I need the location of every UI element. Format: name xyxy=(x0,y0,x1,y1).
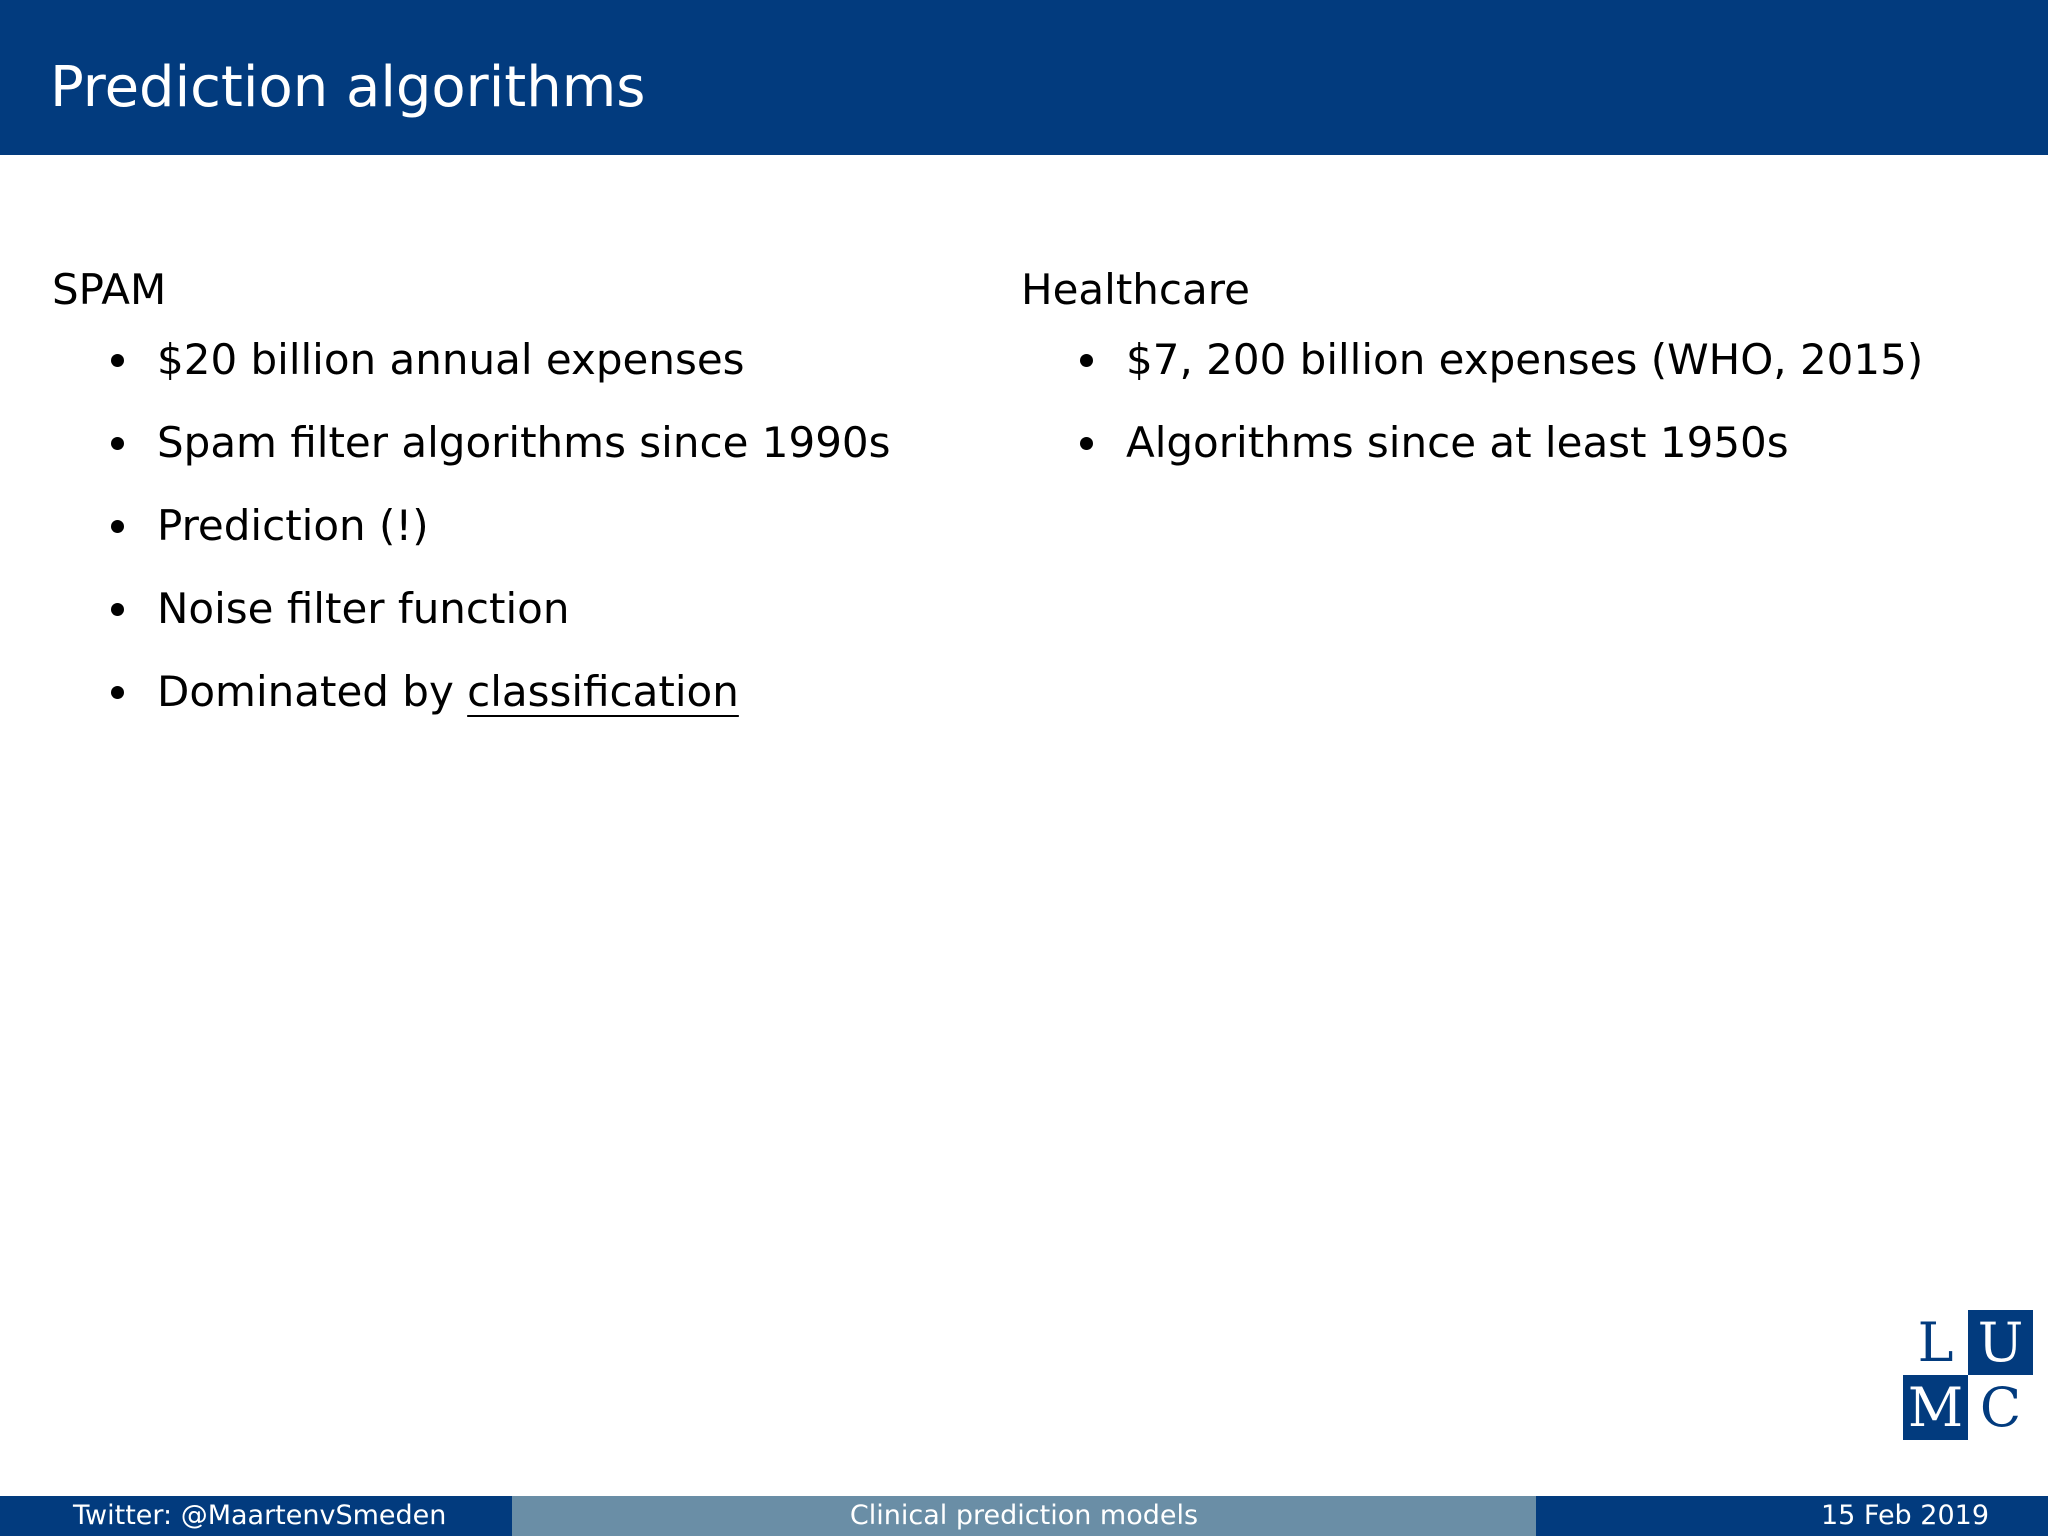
logo-letter: C xyxy=(1968,1375,2033,1440)
footer-date: 15 Feb 2019 xyxy=(1536,1496,2048,1536)
bullet-icon xyxy=(111,520,124,533)
slide-header xyxy=(0,0,2048,155)
column-heading-spam: SPAM xyxy=(52,265,167,314)
list-item: Dominated by classification xyxy=(52,664,952,720)
list-item: Spam filter algorithms since 1990s xyxy=(52,415,952,471)
list-item: Algorithms since at least 1950s xyxy=(1021,415,2021,471)
footer-talk-title: Clinical prediction models xyxy=(512,1496,1536,1536)
footer-author: Twitter: @MaartenvSmeden xyxy=(0,1496,512,1536)
slide-title: Prediction algorithms xyxy=(50,55,646,120)
bullet-icon xyxy=(111,354,124,367)
bullet-list-healthcare xyxy=(1021,332,2021,471)
underlined-term: classification xyxy=(467,667,739,716)
right-column xyxy=(1021,262,2021,498)
list-item: $7, 200 billion expenses (WHO, 2015) xyxy=(1021,332,2021,388)
bullet-icon xyxy=(111,686,124,699)
left-column xyxy=(52,262,952,747)
bullet-icon xyxy=(1080,437,1093,450)
list-item: Prediction (!) xyxy=(52,498,952,554)
bullet-icon xyxy=(1080,354,1093,367)
logo-letter: M xyxy=(1903,1375,1968,1440)
list-item: $20 billion annual expenses xyxy=(52,332,952,388)
logo-letter: L xyxy=(1903,1310,1968,1375)
bullet-icon xyxy=(111,603,124,616)
slide-footer xyxy=(0,1496,2048,1536)
bullet-list-spam xyxy=(52,332,952,720)
bullet-icon xyxy=(111,437,124,450)
column-heading-healthcare: Healthcare xyxy=(1021,265,1250,314)
logo-letter: U xyxy=(1968,1310,2033,1375)
list-item: Noise filter function xyxy=(52,581,952,637)
lumc-logo xyxy=(1903,1310,2033,1440)
